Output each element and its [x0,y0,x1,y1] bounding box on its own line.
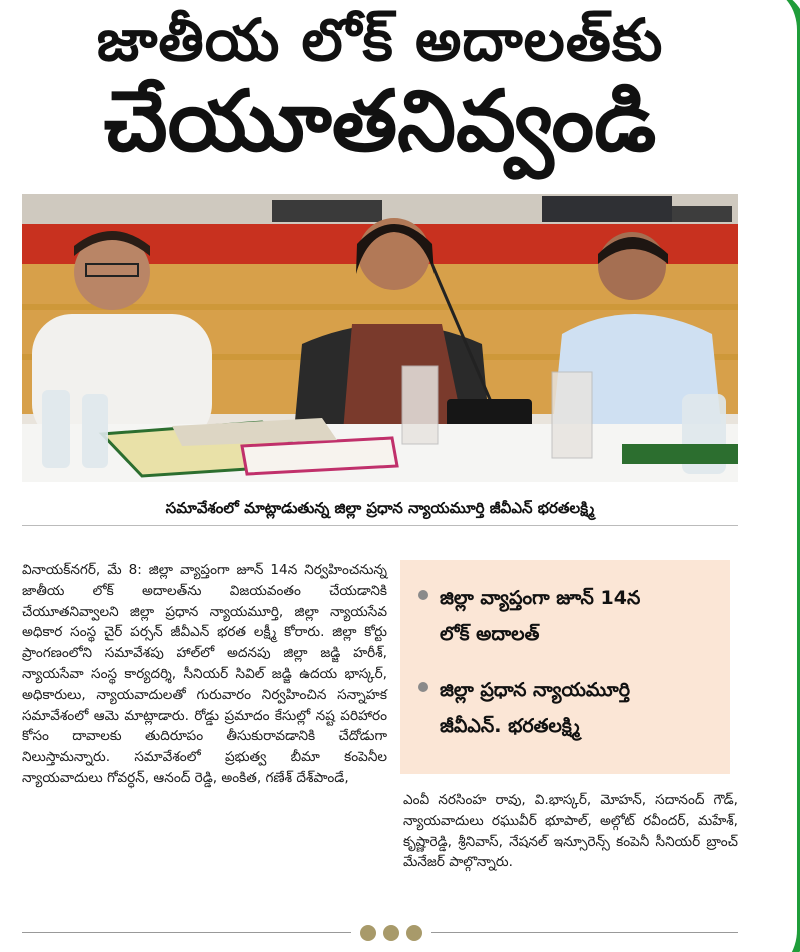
meeting-photo-illustration [22,194,738,482]
highlight-item [418,580,714,652]
ornament-dot-icon [383,925,399,941]
news-photo [22,194,738,482]
article-paragraph: వినాయక్‌నగర్, మే 8: జిల్లా వ్యాప్తంగా జూన్ 14న నిర్వహించనున్న జాతీయ లోక్ అదాలత్‌ను విజయవంతం చేయడానికి చేయూతనివ్వాలని జిల్లా ప్రధాన న్యాయమూర్తి, జిల్లా న్యాయసేవ అధికార సంస్థ చైర్ పర్సన్ జీవీఎన్ భరత లక్ష్మీ కోరారు. జిల్లా కోర్టు ప్రాంగణంలోని సమావేశపు హాల్‌లో అదనపు జిల్లా జడ్జి హరీశ్, న్యాయసేవా సంస్థ కార్యదర్శి, సీనియర్ సివిల్ జడ్జి ఉదయ భాస్కర్, అధికారులు, న్యాయవాదులతో గురువారం నిర్వహించిన సన్నాహక సమావేశంలో ఆమె మాట్లాడారు. రోడ్డు ప్రమాదం కేసుల్లో నష్ట పరిహారం కోసం దావాలకు తుదిరూపం తీసుకురావడానికి చేదోడుగా నిలుస్తామన్నారు. సమావేశంలో ప్రభుత్వ బీమా కంపెనీల న్యాయవాదులు గోవర్ధన్, ఆనంద్ రెడ్డి, అంకిత, గణేశ్ దేశ్‌పాండే, [22,562,387,786]
bullet-icon [418,590,428,600]
highlight-line: జిల్లా ప్రధాన న్యాయమూర్తి [440,679,630,701]
end-ornament [351,925,431,943]
article-body-continued: ఎంవీ నరసింహ రావు, వి.భాస్కర్, మోహన్, సదానంద్ గౌడ్, న్యాయవాదులు రఘువీర్ భూపాల్, అల్గోట్ రవీందర్, మహేశ్, కృష్ణారెడ్డి, శ్రీనివాస్, నేషనల్ ఇన్సూరెన్స్ కంపెనీ సీనియర్ బ్రాంచ్ మేనేజర్ పాల్గొన్నారు. [403,792,738,871]
ornament-dot-icon [360,925,376,941]
headline-line-2: చేయూతనివ్వండి [103,72,657,170]
headline-line-1: జాతీయ లోక్ అదాలత్‌కు [96,6,664,74]
article-body [22,560,387,789]
ornament-dot-icon [406,925,422,941]
highlight-line: లోక్ అదాలత్ [440,623,540,645]
photo-caption: సమావేశంలో మాట్లాడుతున్న జిల్లా ప్రధాన న్యాయమూర్తి జీవీఎన్ భరతలక్ష్మి [22,494,738,526]
highlight-line: జిల్లా వ్యాప్తంగా జూన్ 14న [440,587,641,609]
highlight-box [400,560,730,774]
highlight-item [418,672,714,744]
green-border-arc [766,0,800,952]
highlight-line: జీవీఎన్. భరతలక్ష్మి [440,715,580,737]
bullet-icon [418,682,428,692]
